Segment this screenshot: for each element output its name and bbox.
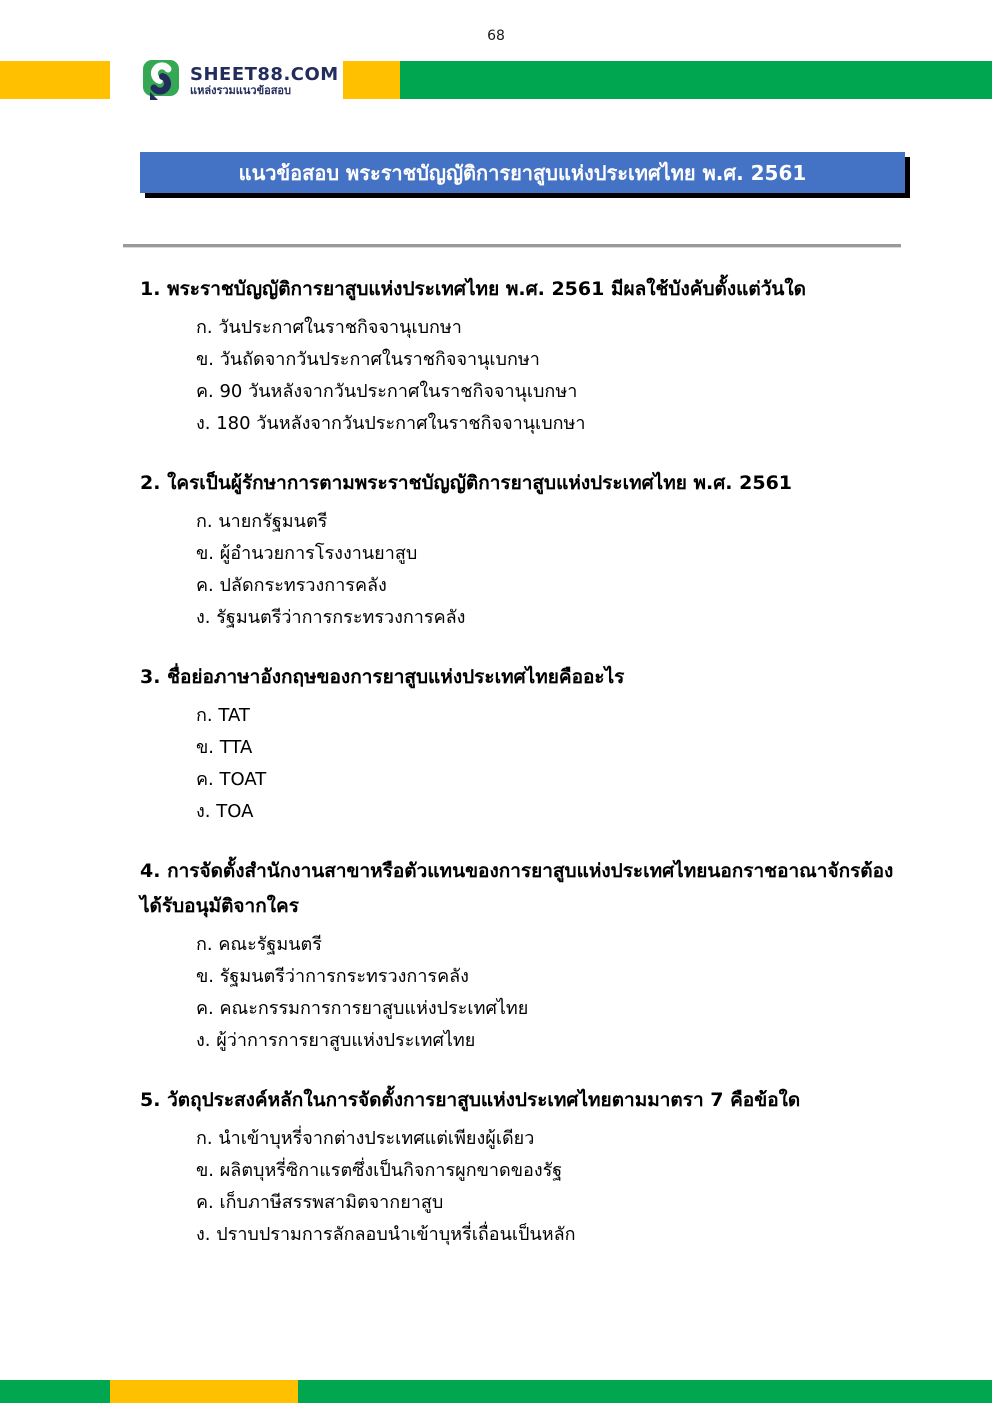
brand-logo [136, 58, 343, 104]
question-3-text: ชื่อย่อภาษาอังกฤษของการยาสูบแห่งประเทศไทยคืออะไร [167, 666, 625, 688]
question-3-heading [140, 660, 912, 695]
question-5-text: วัตถุประสงค์หลักในการจัดตั้งการยาสูบแห่งประเทศไทยตามมาตรา 7 คือข้อใด [167, 1089, 801, 1111]
footer-bar-yellow [110, 1380, 298, 1403]
question-4 [140, 854, 912, 1057]
option: ก. วันประกาศในราชกิจจานุเบกษา [196, 317, 462, 338]
question-4-text: การจัดตั้งสำนักงานสาขาหรือตัวแทนของการยาสูบแห่งประเทศไทยนอกราชอาณาจักรต้องได้รับอนุมัติจากใคร [140, 860, 894, 917]
question-2-options [140, 506, 912, 634]
brand-tagline: แหล่งรวมแนวข้อสอบ [190, 83, 292, 97]
footer-bar-green-right [298, 1380, 992, 1403]
option: ง. ปราบปรามการลักลอบนำเข้าบุหรี่เถื่อนเป็นหลัก [196, 1224, 576, 1245]
page-number: 68 [487, 28, 505, 44]
question-5 [140, 1083, 912, 1251]
option: ง. TOA [196, 801, 254, 822]
question-3-number: 3. [140, 666, 161, 688]
option: ค. 90 วันหลังจากวันประกาศในราชกิจจานุเบกษา [196, 381, 578, 402]
header-bar-yellow-mid [335, 61, 400, 99]
header-bar-green-right [400, 61, 992, 99]
exam-title: แนวข้อสอบ พระราชบัญญัติการยาสูบแห่งประเทศไทย พ.ศ. 2561 [238, 160, 807, 185]
title-banner [140, 152, 905, 193]
question-1-text: พระราชบัญญัติการยาสูบแห่งประเทศไทย พ.ศ. 2561 มีผลใช้บังคับตั้งแต่วันใด [167, 278, 807, 300]
question-5-heading [140, 1083, 912, 1118]
divider-line [123, 244, 901, 248]
option: ก. คณะรัฐมนตรี [196, 934, 322, 955]
question-3-options [140, 700, 912, 828]
question-2-heading [140, 466, 912, 501]
option: ง. ผู้ว่าการการยาสูบแห่งประเทศไทย [196, 1030, 476, 1051]
question-5-number: 5. [140, 1089, 161, 1111]
question-1-heading [140, 272, 912, 307]
question-1-number: 1. [140, 278, 161, 300]
option: ข. ผลิตบุหรี่ซิกาแรตซึ่งเป็นกิจการผูกขาดของรัฐ [196, 1160, 563, 1181]
questions-section [140, 272, 912, 1277]
option: ข. วันถัดจากวันประกาศในราชกิจจานุเบกษา [196, 349, 540, 370]
option: ง. รัฐมนตรีว่าการกระทรวงการคลัง [196, 607, 466, 628]
header-bar-yellow-left [0, 61, 110, 99]
question-4-options [140, 929, 912, 1057]
question-3 [140, 660, 912, 828]
option: ข. TTA [196, 737, 253, 758]
sheet88-logo-icon [140, 58, 182, 104]
option: ข. รัฐมนตรีว่าการกระทรวงการคลัง [196, 966, 469, 987]
option: ค. คณะกรรมการการยาสูบแห่งประเทศไทย [196, 998, 529, 1019]
question-5-options [140, 1123, 912, 1251]
question-2-text: ใครเป็นผู้รักษาการตามพระราชบัญญัติการยาสูบแห่งประเทศไทย พ.ศ. 2561 [167, 472, 793, 494]
question-1-options [140, 312, 912, 440]
option: ข. ผู้อำนวยการโรงงานยาสูบ [196, 543, 418, 564]
question-4-heading [140, 854, 912, 924]
option: ค. ปลัดกระทรวงการคลัง [196, 575, 387, 596]
question-2 [140, 466, 912, 634]
option: ค. เก็บภาษีสรรพสามิตจากยาสูบ [196, 1192, 444, 1213]
option: ค. TOAT [196, 769, 267, 790]
option: ก. นำเข้าบุหรี่จากต่างประเทศแต่เพียงผู้เดียว [196, 1128, 535, 1149]
option: ง. 180 วันหลังจากวันประกาศในราชกิจจานุเบกษา [196, 413, 586, 434]
question-2-number: 2. [140, 472, 161, 494]
footer-bar-green-left [0, 1380, 110, 1403]
option: ก. TAT [196, 705, 250, 726]
option: ก. นายกรัฐมนตรี [196, 511, 328, 532]
question-1 [140, 272, 912, 440]
question-4-number: 4. [140, 860, 161, 882]
brand-name: SHEET88.COM [190, 63, 339, 85]
